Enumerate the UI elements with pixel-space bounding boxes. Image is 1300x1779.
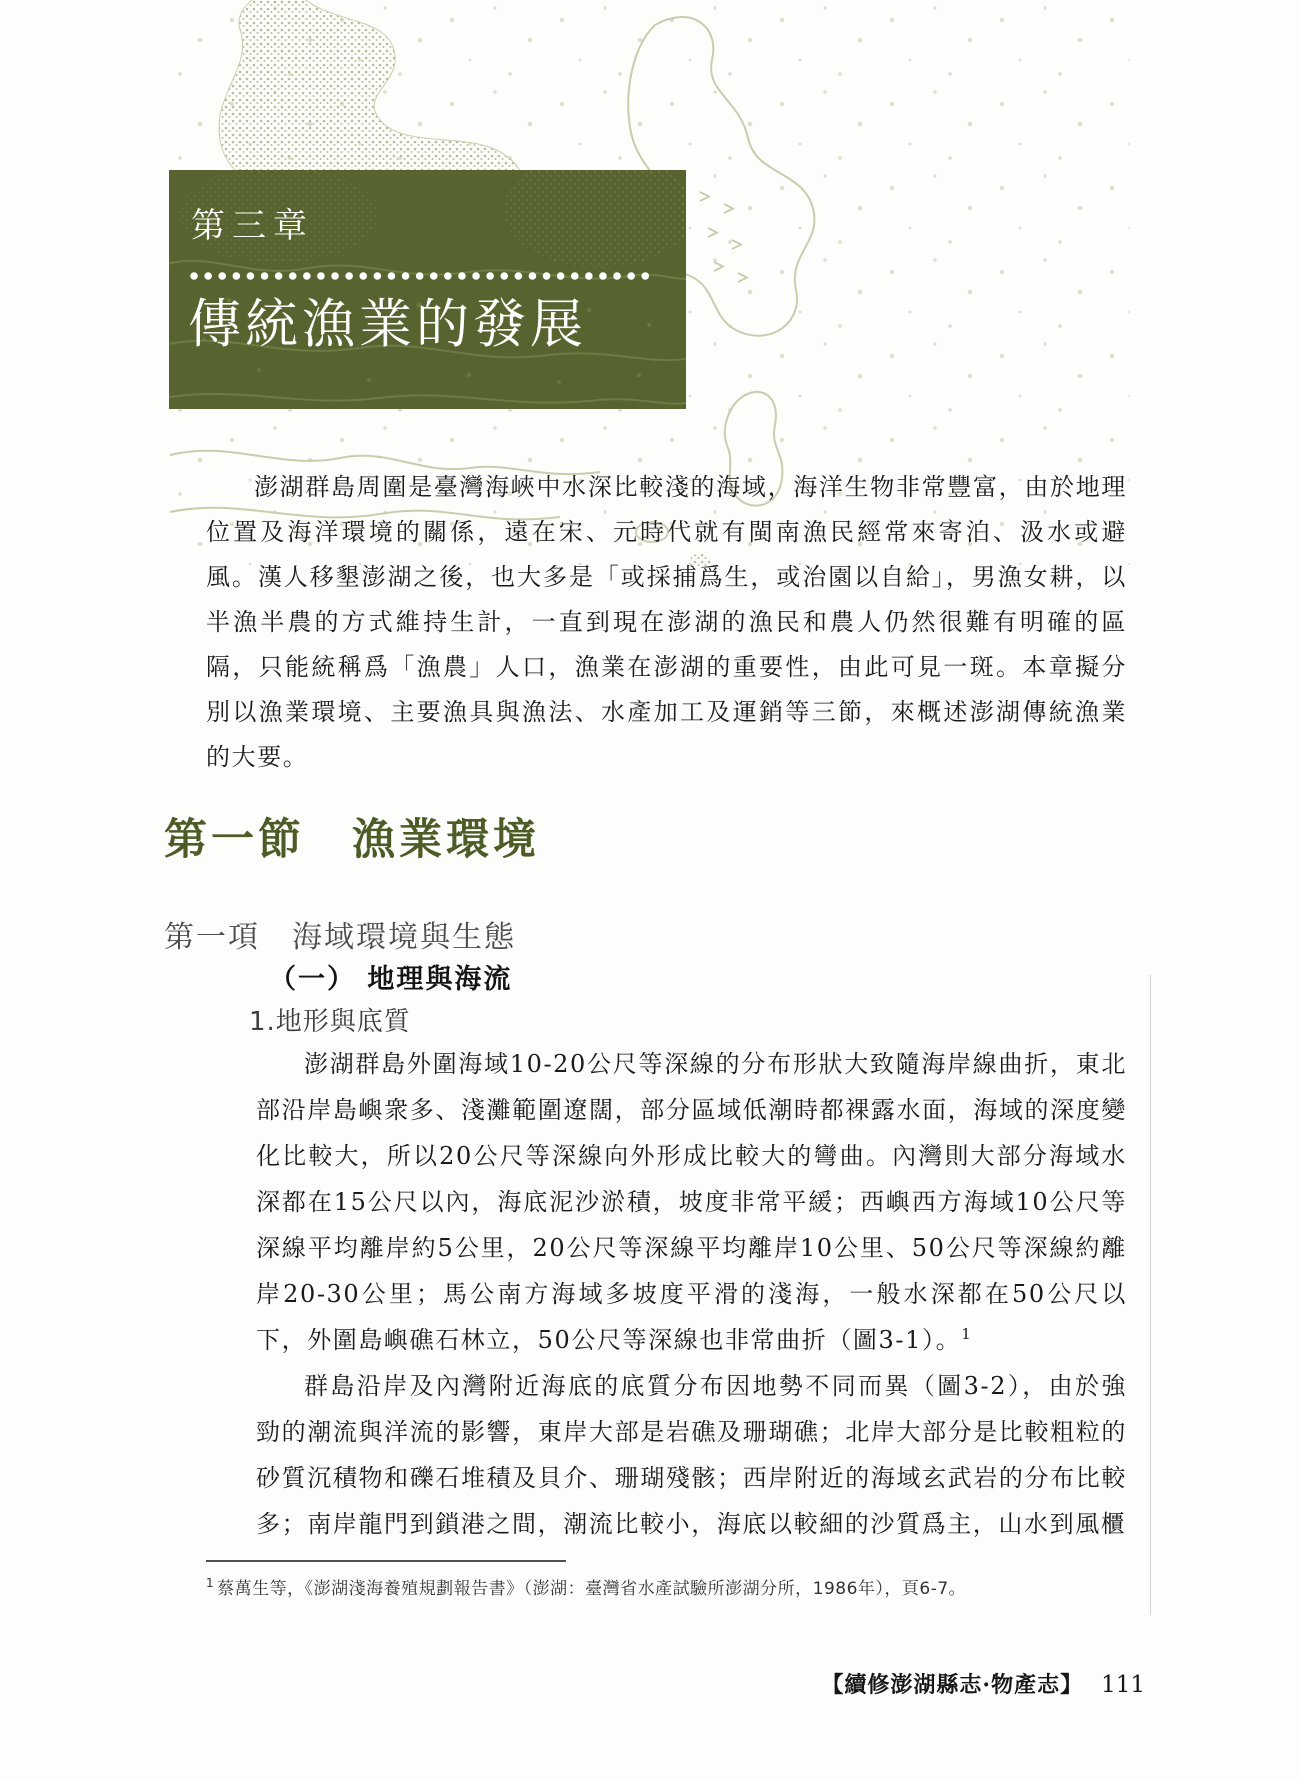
footnote-text: 蔡萬生等，《澎湖淺海養殖規劃報告書》（澎湖：臺灣省水產試驗所澎湖分所，1986年），頁6-7。: [217, 1579, 967, 1599]
section-body: [256, 1041, 1127, 1547]
footnote-ref: 1: [206, 1576, 215, 1591]
section-heading: 第一節 漁業環境: [164, 815, 540, 865]
footnote: [206, 1576, 1086, 1602]
intro-paragraph: 澎湖群島周圍是臺灣海峽中水深比較淺的海域，海洋生物非常豐富，由於地理位置及海洋環境的關係，遠在宋、元時代就有閩南漁民經常來寄泊、汲水或避風。漢人移墾澎湖之後，也大多是「或採捕爲生，或治園以自給」，男漁女耕，以半漁半農的方式維持生計，一直到現在澎湖的漁民和農人仍然很難有明確的區隔，只能統稱爲「漁農」人口，漁業在澎湖的重要性，由此可見一斑。本章擬分別以漁業環境、主要漁具與漁法、水產加工及運銷等三節，來概述澎湖傳統漁業的大要。: [206, 473, 1127, 771]
footer-page-number: 111: [1101, 1672, 1145, 1698]
chapter-number: 第三章: [191, 206, 314, 246]
scan-edge-line: [1150, 975, 1151, 1615]
footnote-ref-marker: 1: [961, 1325, 971, 1343]
body-paragraph-1: [256, 1041, 1127, 1363]
body-paragraph-2-text: 群島沿岸及內灣附近海底的底質分布因地勢不同而異（圖3-2），由於強勁的潮流與洋流的影響，東岸大部是岩礁及珊瑚礁；北岸大部分是比較粗粒的砂質沉積物和礫石堆積及貝介、珊瑚殘骸；西岸附近的海域玄武岩的分布比較多；南岸龍門到鎖港之間，潮流比較小，海底以較細的沙質爲主，山水到風櫃: [256, 1372, 1127, 1538]
body-paragraph-2: [256, 1363, 1127, 1547]
page-footer: [821, 1668, 1145, 1699]
chapter-title: 傳統漁業的發展: [188, 294, 587, 355]
numbered-heading: 1.地形與底質: [249, 1007, 411, 1037]
box-coastline-3: [169, 394, 686, 404]
body-paragraph-1-text: 澎湖群島外圍海域10-20公尺等深線的分布形狀大致隨海岸線曲折，東北部沿岸島嶼衆多、淺灘範圍遼闊，部分區域低潮時都裸露水面，海域的深度變化比較大，所以20公尺等深線向外形成比較大的彎曲。內灣則大部分海域水深都在15公尺以內，海底泥沙淤積，坡度非常平緩；西嶼西方海域10公尺等深線平均離岸約5公里，20公尺等深線平均離岸10公里、50公尺等深線約離岸20-30公里；馬公南方海域多坡度平滑的淺海，一般水深都在50公尺以下，外圍島嶼礁石林立，50公尺等深線也非常曲折（圖3-1）。: [256, 1050, 1127, 1354]
footnote-divider: [206, 1560, 566, 1562]
box-stipple-patch: [504, 170, 686, 268]
item-heading: （一） 地理與海流: [269, 964, 513, 995]
dotted-divider-icon: [189, 271, 659, 281]
footer-book-title: 【續修澎湖縣志·物產志】: [821, 1672, 1084, 1698]
chapter-header-box: [169, 170, 686, 409]
subsection-heading: 第一項 海域環境與生態: [164, 920, 516, 955]
